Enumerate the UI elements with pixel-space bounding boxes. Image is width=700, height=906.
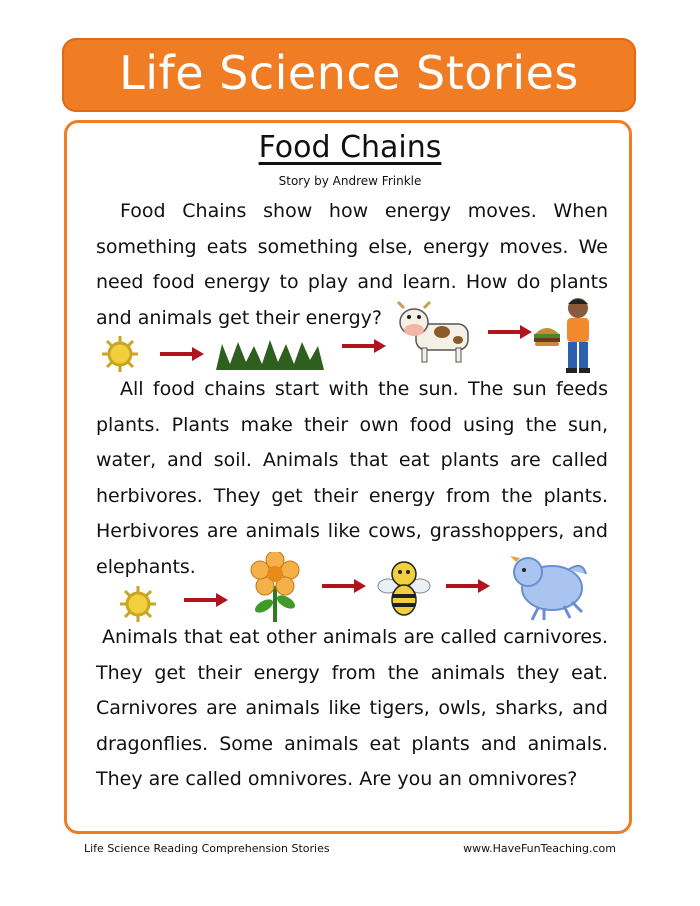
- sun-icon: [114, 584, 162, 624]
- arrow-icon: [486, 322, 534, 342]
- story-byline: Story by Andrew Frinkle: [278, 174, 422, 188]
- footer-series: Life Science Reading Comprehension Stories: [84, 842, 330, 855]
- arrow-icon: [340, 336, 388, 356]
- flower-icon: [248, 552, 302, 624]
- header-banner: [62, 38, 636, 112]
- footer-website-link[interactable]: www.HaveFunTeaching.com: [463, 842, 616, 855]
- arrow-icon: [182, 590, 230, 610]
- bird-icon: [508, 548, 590, 624]
- banner-title: Life Science Stories: [119, 46, 579, 100]
- sun-icon: [96, 334, 144, 374]
- boy-icon: [560, 296, 596, 374]
- arrow-icon: [444, 576, 492, 596]
- story-paragraph-3: Animals that eat other animals are called carnivores. They get their energy from the animals they eat. Carnivores are animals like tigers, owls, sharks, and dragonflies. Some animals eat plants and animals. They are called omnivores. Are you an omnivores?: [96, 626, 608, 790]
- story-title: Food Chains: [258, 130, 442, 165]
- grass-icon: [214, 338, 326, 372]
- story-paragraph-1: Food Chains show how energy moves. When something eats something else, energy moves. We need food energy to play and learn. How do plants and animals get their energy?: [96, 200, 608, 329]
- arrow-icon: [320, 576, 368, 596]
- story-paragraph-2: All food chains start with the sun. The sun feeds plants. Plants make their own food using the sun, water, and soil. Animals that eat plants are called herbivores. They get their energy from the plants. Herbivores are animals like cows, grasshoppers, and elephants.: [96, 378, 608, 578]
- cow-icon: [394, 298, 478, 368]
- burger-icon: [532, 322, 562, 348]
- arrow-icon: [158, 344, 206, 364]
- bee-icon: [374, 556, 434, 618]
